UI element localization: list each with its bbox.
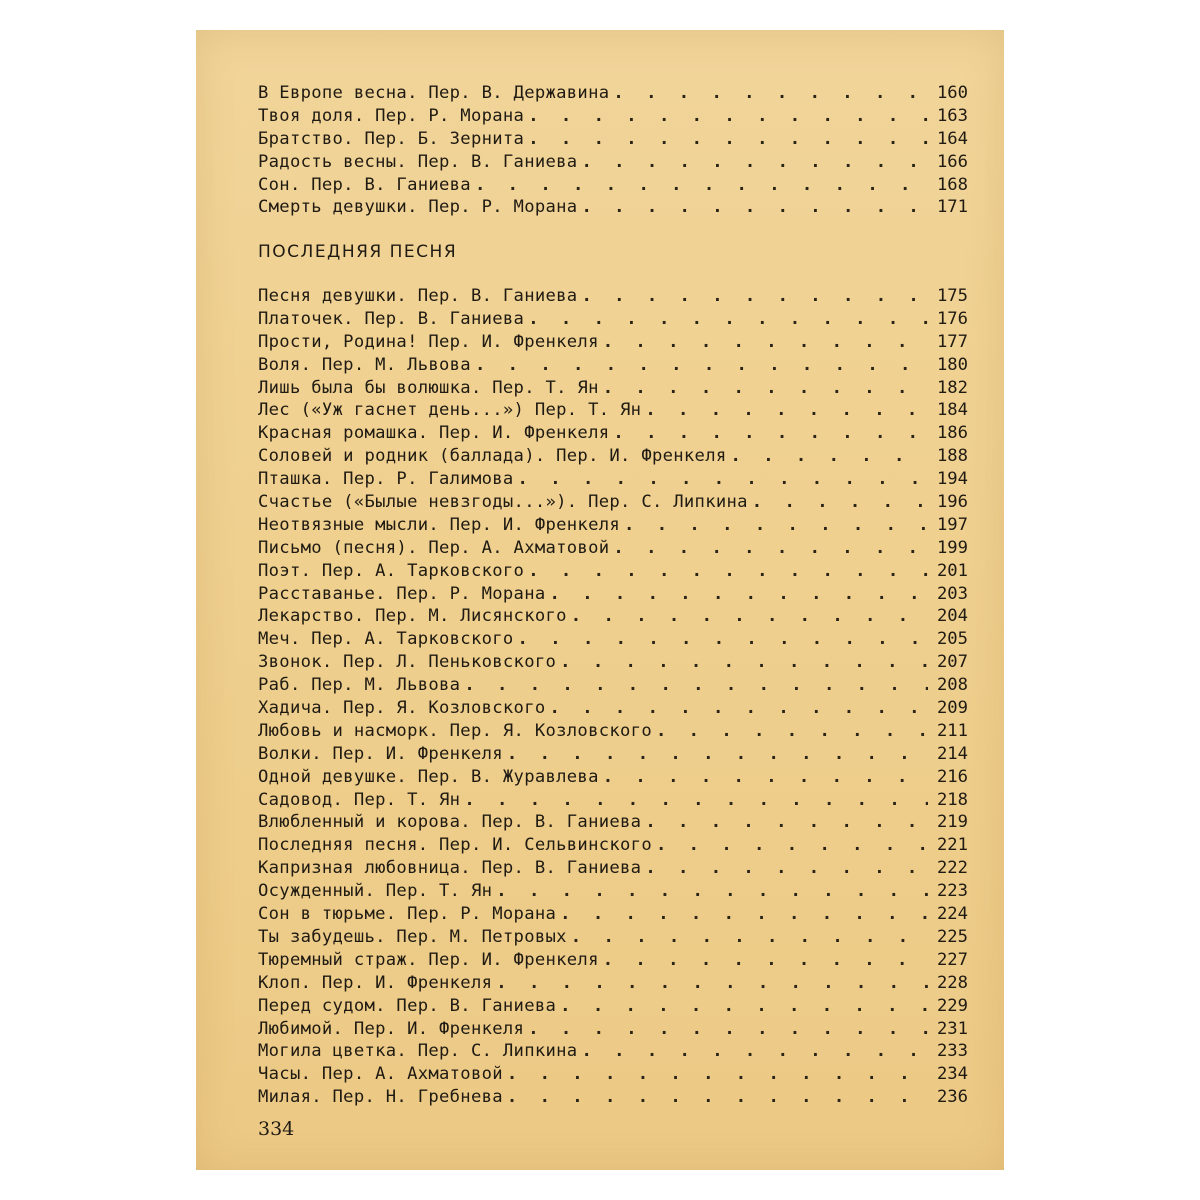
toc-entry [258, 174, 968, 197]
toc-entry-page: 236 [936, 1087, 968, 1108]
toc-entry [258, 628, 968, 651]
dot-leader [528, 105, 928, 128]
toc-entry-title: Лекарство. Пер. М. Лисянского [258, 606, 567, 627]
dot-leader [731, 445, 928, 468]
dot-leader [496, 972, 928, 995]
toc-entry-page: 229 [936, 995, 968, 1016]
toc-entry-page: 208 [936, 675, 968, 696]
toc-entry-title: Платочек. Пер. В. Ганиева [258, 308, 525, 329]
dot-leader [475, 354, 928, 377]
toc-entry [258, 1063, 968, 1086]
toc-entry-page: 166 [936, 151, 968, 172]
toc-entry-title: Воля. Пер. М. Львова [258, 354, 471, 375]
dot-leader [507, 743, 928, 766]
toc-entry [258, 583, 968, 606]
toc-entry-title: Звонок. Пер. Л. Пеньковского [258, 652, 557, 673]
toc-entry [258, 1086, 968, 1109]
dot-leader [528, 1018, 928, 1041]
dot-leader [550, 583, 929, 606]
toc-entry [258, 766, 968, 789]
dot-leader [624, 514, 928, 537]
toc-entry-title: Меч. Пер. А. Тарковского [258, 629, 514, 650]
dot-leader [603, 331, 928, 354]
toc-entry [258, 995, 968, 1018]
toc-list-top [258, 82, 968, 219]
toc-entry [258, 105, 968, 128]
dot-leader [603, 949, 928, 972]
page-number: 334 [258, 1118, 295, 1140]
toc-entry-page: 203 [936, 583, 968, 604]
toc-entry-page: 199 [936, 537, 968, 558]
toc-entry-title: Пташка. Пер. Р. Галимова [258, 469, 514, 490]
toc-entry-title: Песня девушки. Пер. В. Ганиева [258, 286, 578, 306]
toc-entry [258, 331, 968, 354]
toc-entry-title: Сон. Пер. В. Ганиева [258, 174, 471, 195]
toc-entry-title: Хадича. Пер. Я. Козловского [258, 698, 546, 719]
toc-entry-title: Радость весны. Пер. В. Ганиева [258, 151, 578, 172]
toc-entry [258, 308, 968, 331]
dot-leader [496, 880, 928, 903]
toc-entry-title: Письмо (песня). Пер. А. Ахматовой [258, 537, 610, 558]
toc-entry-title: Клоп. Пер. И. Френкеля [258, 972, 493, 993]
toc-entry-page: 168 [936, 174, 968, 195]
dot-leader [464, 789, 928, 812]
toc-entry-page: 221 [936, 835, 968, 856]
toc-entry [258, 377, 968, 400]
dot-leader [645, 811, 928, 834]
toc-entry-title: Неотвязные мысли. Пер. И. Френкеля [258, 514, 621, 535]
dot-leader [581, 1040, 928, 1063]
dot-leader [528, 560, 928, 583]
toc-entry-page: 216 [936, 766, 968, 787]
dot-leader [507, 1063, 928, 1086]
toc-entry [258, 128, 968, 151]
toc-entry [258, 697, 968, 720]
toc-entry [258, 789, 968, 812]
dot-leader [581, 196, 928, 219]
toc-entry-title: Осужденный. Пер. Т. Ян [258, 881, 493, 902]
dot-leader [550, 697, 929, 720]
toc-entry-page: 211 [936, 720, 968, 741]
toc-entry [258, 674, 968, 697]
toc-entry-page: 160 [936, 83, 968, 103]
toc-entry-page: 171 [936, 197, 968, 218]
toc-entry [258, 926, 968, 949]
dot-leader [571, 926, 928, 949]
toc-entry-title: Твоя доля. Пер. Р. Морана [258, 105, 525, 126]
dot-leader [560, 651, 928, 674]
toc-entry-page: 176 [936, 308, 968, 329]
dot-leader [528, 308, 928, 331]
toc-entry [258, 196, 968, 219]
toc-entry-title: Братство. Пер. Б. Зернита [258, 128, 525, 149]
toc-entry [258, 354, 968, 377]
toc-entry-title: Перед судом. Пер. В. Ганиева [258, 995, 557, 1016]
toc-entry-title: Капризная любовница. Пер. В. Ганиева [258, 858, 642, 879]
dot-leader [656, 834, 928, 857]
toc-entry [258, 651, 968, 674]
toc-entry-page: 180 [936, 354, 968, 375]
toc-entry-page: 201 [936, 560, 968, 581]
toc-entry [258, 903, 968, 926]
toc-entry [258, 422, 968, 445]
toc-entry [258, 743, 968, 766]
toc-entry-title: Счастье («Былые невзгоды...»). Пер. С. Липкина [258, 492, 748, 513]
toc-entry-title: Соловей и родник (баллада). Пер. И. Френкеля [258, 446, 727, 467]
dot-leader [560, 995, 928, 1018]
dot-leader [571, 605, 928, 628]
toc-entry-page: 227 [936, 949, 968, 970]
toc-entry-page: 233 [936, 1041, 968, 1062]
dot-leader [528, 128, 928, 151]
toc-entry-title: Ты забудешь. Пер. М. Петровых [258, 926, 567, 947]
toc-entry-title: Поэт. Пер. А. Тарковского [258, 560, 525, 581]
toc-entry-page: 205 [936, 629, 968, 650]
toc-entry [258, 537, 968, 560]
toc-entry-title: Милая. Пер. Н. Гребнева [258, 1087, 503, 1108]
toc-entry-title: В Европе весна. Пер. В. Державина [258, 83, 610, 103]
dot-leader [613, 537, 928, 560]
toc-entry-title: Расставанье. Пер. Р. Морана [258, 583, 546, 604]
dot-leader [613, 82, 928, 105]
toc-entry [258, 560, 968, 583]
toc-list-section [258, 285, 968, 1109]
toc-entry [258, 1018, 968, 1041]
toc-entry [258, 514, 968, 537]
dot-leader [560, 903, 928, 926]
toc-entry-page: 194 [936, 469, 968, 490]
toc-entry-page: 231 [936, 1018, 968, 1039]
toc-entry-page: 164 [936, 128, 968, 149]
toc-entry-page: 188 [936, 446, 968, 467]
toc-entry-page: 219 [936, 812, 968, 833]
toc-entry-title: Лес («Уж гаснет день...») Пер. Т. Ян [258, 400, 642, 421]
toc-entry-title: Прости, Родина! Пер. И. Френкеля [258, 331, 599, 352]
toc-entry-page: 218 [936, 789, 968, 810]
dot-leader [518, 468, 928, 491]
dot-leader [475, 174, 928, 197]
toc-entry-page: 197 [936, 514, 968, 535]
toc-entry-title: Сон в тюрьме. Пер. Р. Морана [258, 904, 557, 925]
toc-entry-page: 214 [936, 743, 968, 764]
section-heading: ПОСЛЕДНЯЯ ПЕСНЯ [258, 242, 458, 262]
toc-entry-page: 184 [936, 400, 968, 421]
toc-entry-page: 222 [936, 858, 968, 879]
toc-entry-page: 225 [936, 926, 968, 947]
toc-entry-page: 182 [936, 377, 968, 398]
toc-entry-page: 209 [936, 698, 968, 719]
toc-entry-title: Садовод. Пер. Т. Ян [258, 789, 461, 810]
toc-entry [258, 880, 968, 903]
dot-leader [507, 1086, 928, 1109]
toc-entry-title: Любимой. Пер. И. Френкеля [258, 1018, 525, 1039]
toc-entry-title: Красная ромашка. Пер. И. Френкеля [258, 423, 610, 444]
dot-leader [603, 377, 928, 400]
toc-entry-page: 186 [936, 423, 968, 444]
toc-entry-title: Влюбленный и корова. Пер. В. Ганиева [258, 812, 642, 833]
toc-entry-title: Смерть девушки. Пер. Р. Морана [258, 197, 578, 218]
toc-entry [258, 834, 968, 857]
toc-entry-title: Часы. Пер. А. Ахматовой [258, 1064, 503, 1085]
dot-leader [464, 674, 928, 697]
dot-leader [603, 766, 928, 789]
toc-entry-page: 204 [936, 606, 968, 627]
dot-leader [645, 399, 928, 422]
toc-entry [258, 468, 968, 491]
toc-entry [258, 491, 968, 514]
toc-entry [258, 972, 968, 995]
toc-entry [258, 720, 968, 743]
toc-entry-title: Последняя песня. Пер. И. Сельвинского [258, 835, 652, 856]
toc-entry-page: 234 [936, 1064, 968, 1085]
dot-leader [645, 857, 928, 880]
dot-leader [613, 422, 928, 445]
toc-entry [258, 285, 968, 308]
toc-entry [258, 949, 968, 972]
toc-entry [258, 399, 968, 422]
toc-entry-page: 224 [936, 904, 968, 925]
dot-leader [518, 628, 928, 651]
toc-entry [258, 445, 968, 468]
toc-entry-page: 228 [936, 972, 968, 993]
dot-leader [581, 285, 928, 308]
toc-entry [258, 605, 968, 628]
toc-entry-page: 223 [936, 881, 968, 902]
toc-entry [258, 1040, 968, 1063]
toc-entry-page: 196 [936, 492, 968, 513]
toc-entry-title: Раб. Пер. М. Львова [258, 675, 461, 696]
dot-leader [581, 151, 928, 174]
toc-entry-page: 163 [936, 105, 968, 126]
toc-entry-page: 177 [936, 331, 968, 352]
toc-entry-title: Одной девушке. Пер. В. Журавлева [258, 766, 599, 787]
dot-leader [656, 720, 928, 743]
toc-entry [258, 151, 968, 174]
book-page [196, 30, 1004, 1170]
dot-leader [752, 491, 928, 514]
toc-entry-page: 207 [936, 652, 968, 673]
toc-entry-page: 175 [936, 286, 968, 306]
toc-entry-title: Могила цветка. Пер. С. Липкина [258, 1041, 578, 1062]
toc-entry [258, 857, 968, 880]
toc-entry-title: Тюремный страж. Пер. И. Френкеля [258, 949, 599, 970]
toc-entry-title: Волки. Пер. И. Френкеля [258, 743, 503, 764]
toc-entry-title: Лишь была бы волюшка. Пер. Т. Ян [258, 377, 599, 398]
toc-entry-title: Любовь и насморк. Пер. Я. Козловского [258, 720, 652, 741]
toc-entry [258, 811, 968, 834]
toc-entry [258, 82, 968, 105]
